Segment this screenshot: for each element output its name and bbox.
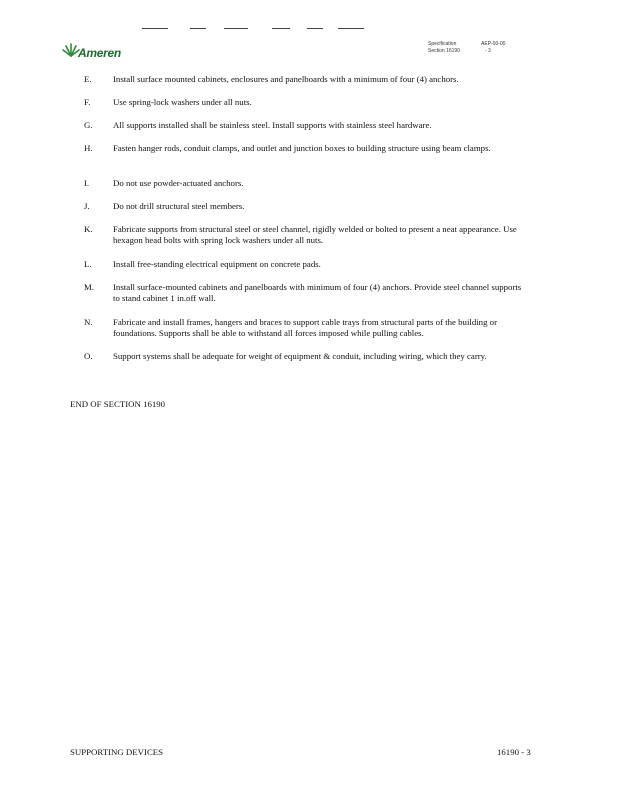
item-text: Fabricate and install frames, hangers and braces to support cable trays from structural parts of the building or foundations. Supports shall be able to withstand all forces imposed while pulling cables. bbox=[113, 317, 498, 339]
ameren-logo bbox=[62, 40, 132, 62]
item-letter: F. bbox=[84, 97, 91, 107]
item-letter: G. bbox=[84, 120, 93, 130]
section-label: Section 16190 bbox=[428, 48, 460, 54]
item-text: Install surface mounted cabinets, enclosures and panelboards with a minimum of four (4) anchors. bbox=[113, 74, 459, 84]
company-name: Ameren bbox=[78, 46, 121, 60]
item-text: Do not drill structural steel members. bbox=[113, 201, 245, 211]
footer-title: SUPPORTING DEVICES bbox=[70, 747, 164, 757]
item-text: Support systems shall be adequate for weight of equipment & conduit, including wiring, which they carry. bbox=[113, 351, 487, 361]
spec-values bbox=[481, 41, 505, 55]
item-letter: K. bbox=[84, 224, 93, 234]
end-of-section: END OF SECTION 16190 bbox=[70, 399, 166, 409]
item-letter: H. bbox=[84, 143, 93, 153]
item-text: Use spring-lock washers under all nuts. bbox=[113, 97, 252, 107]
spec-label: Specification bbox=[428, 41, 457, 47]
item-letter: O. bbox=[84, 351, 93, 361]
item-letter: L. bbox=[84, 259, 92, 269]
item-letter: N. bbox=[84, 317, 93, 327]
footer-page-number: 16190 - 3 bbox=[497, 747, 531, 757]
item-text: Fasten hanger rods, conduit clamps, and outlet and junction boxes to building structure using beam clamps. bbox=[113, 143, 491, 153]
item-letter: I. bbox=[84, 178, 90, 188]
spec-value: AEP-00-00 bbox=[481, 41, 506, 47]
item-letter: M. bbox=[84, 282, 95, 292]
spec-labels bbox=[428, 41, 460, 55]
item-text: Do not use powder-actuated anchors. bbox=[113, 178, 244, 188]
item-text: Fabricate supports from structural steel or steel channel, rigidly welded or bolted to present a neat appearance. Use hexagon head bolts with spring lock washers under all nuts. bbox=[113, 224, 517, 246]
section-value: - 3 bbox=[485, 48, 491, 54]
item-letter: J. bbox=[84, 201, 90, 211]
item-text: Install free-standing electrical equipment on concrete pads. bbox=[113, 259, 321, 269]
item-text: Install surface-mounted cabinets and panelboards with minimum of four (4) anchors. Provide steel channel supports to stand cabinet 1 in.off wall. bbox=[113, 282, 522, 304]
item-text: All supports installed shall be stainless steel. Install supports with stainless steel hardware. bbox=[113, 120, 432, 130]
item-letter: E. bbox=[84, 74, 92, 84]
